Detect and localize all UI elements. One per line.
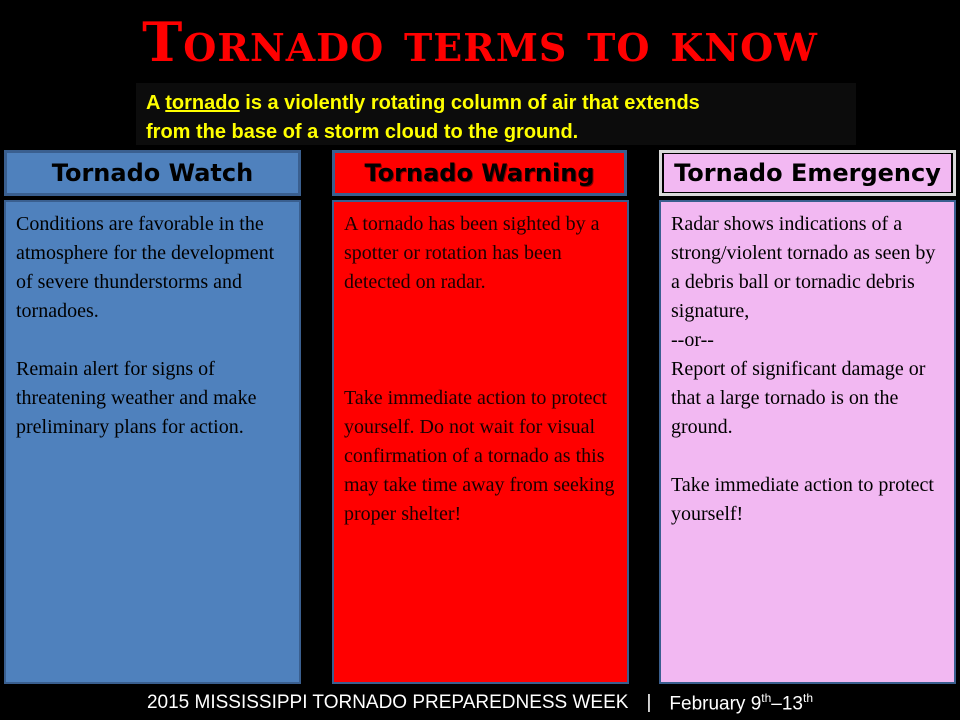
emergency-report: Report of significant damage or that a large tornado is on the ground. bbox=[671, 358, 926, 438]
footer-date-end: –13 bbox=[771, 693, 803, 715]
warning-action: Take immediate action to protect yourself. Do not wait for visual confirmation of a tornado as this may take time away from seeking proper shelter! bbox=[344, 387, 615, 525]
warning-description: A tornado has been sighted by a spotter or rotation has been detected on radar. bbox=[344, 213, 600, 293]
definition-prefix: A bbox=[146, 92, 166, 114]
watch-heading-box bbox=[4, 150, 301, 196]
footer-event: 2015 MISSISSIPPI TORNADO PREPAREDNESS WEEK bbox=[146, 692, 629, 713]
watch-column bbox=[4, 200, 301, 684]
footer-date-start: February 9 bbox=[669, 693, 762, 715]
footer-sup1: th bbox=[761, 690, 772, 705]
warning-heading: Tornado Warning bbox=[364, 159, 595, 187]
emergency-or: --or-- bbox=[671, 329, 714, 351]
warning-column bbox=[332, 200, 629, 684]
footer-bar bbox=[0, 688, 960, 718]
emergency-column bbox=[659, 200, 956, 684]
page-title: Tornado terms to know bbox=[142, 10, 818, 74]
footer-date bbox=[669, 691, 813, 715]
watch-action: Remain alert for signs of threatening weather and make preliminary plans for action. bbox=[16, 358, 257, 438]
warning-heading-box bbox=[332, 150, 627, 196]
definition-keyword: tornado bbox=[165, 92, 240, 114]
footer-separator: | bbox=[646, 692, 652, 713]
emergency-heading: Tornado Emergency bbox=[674, 159, 941, 187]
emergency-heading-box bbox=[659, 150, 956, 196]
watch-description: Conditions are favorable in the atmosphere for the development of severe thunderstorms and tornadoes. bbox=[16, 213, 275, 322]
tornado-definition bbox=[136, 83, 856, 145]
footer-sup2: th bbox=[803, 690, 814, 705]
definition-line1: is a violently rotating column of air that extends bbox=[239, 92, 700, 114]
emergency-action: Take immediate action to protect yourself! bbox=[671, 474, 934, 525]
definition-line2: from the base of a storm cloud to the ground. bbox=[146, 121, 579, 143]
emergency-heading-inner bbox=[664, 154, 951, 192]
emergency-description: Radar shows indications of a strong/violent tornado as seen by a debris ball or tornadic debris signature, bbox=[671, 213, 936, 322]
watch-heading: Tornado Watch bbox=[51, 159, 254, 187]
